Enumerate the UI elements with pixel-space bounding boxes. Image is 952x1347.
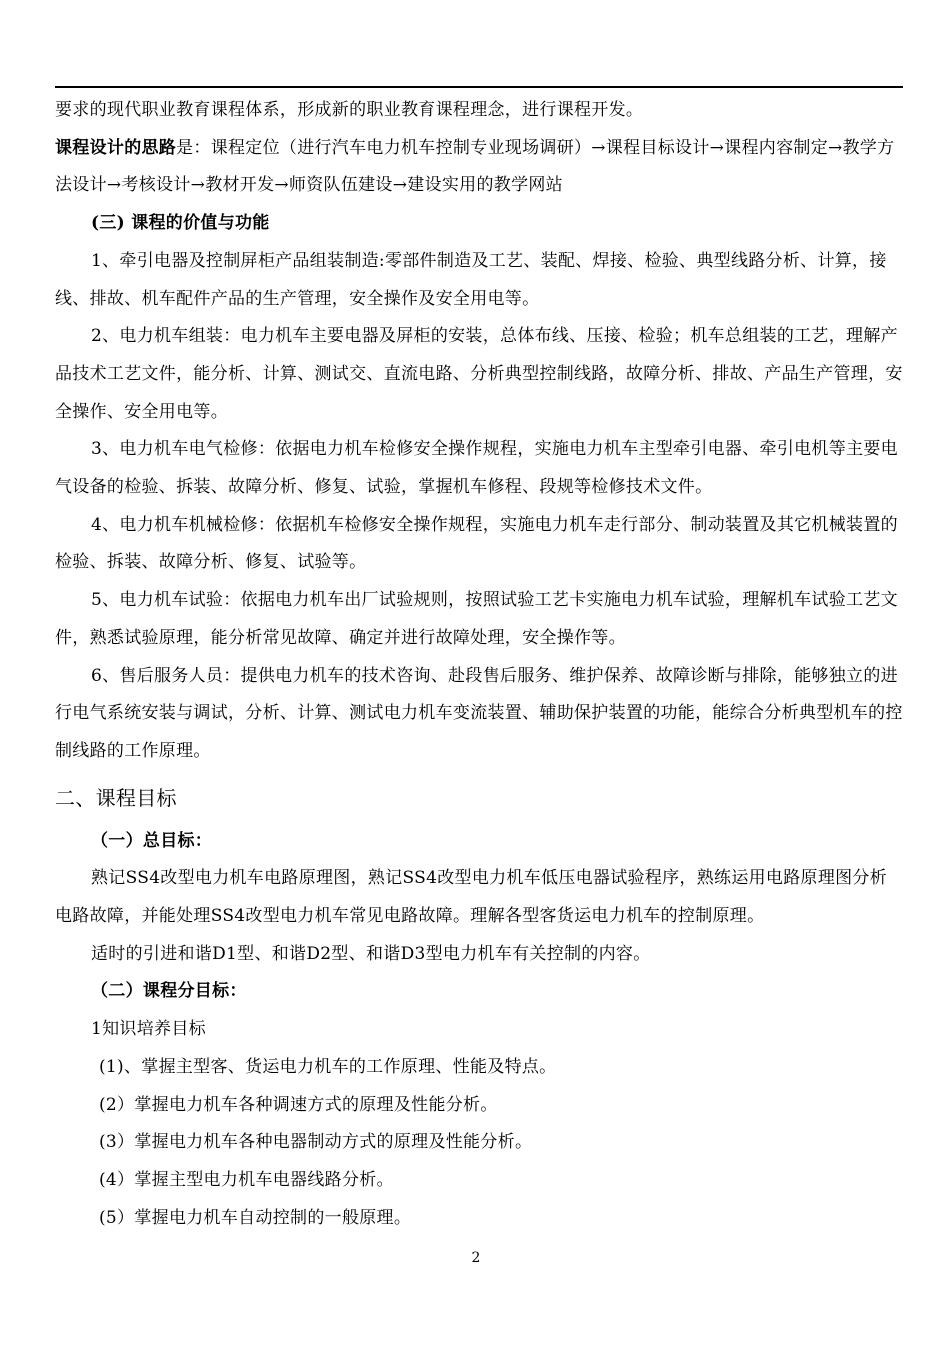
page-content [55, 92, 903, 1237]
chapter-heading: 二、课程目标 [55, 785, 177, 810]
overall-goal-paragraph: 熟记SS4改型电力机车电路原理图，熟记SS4改型电力机车低压电器试验程序，熟练运用电路原理图分析电路故障，并能处理SS4改型电力机车常见电路故障。理解各型客货运电力机车的控制原理。 [55, 868, 888, 927]
value-section-heading: (三) 课程的价值与功能 [91, 213, 270, 234]
value-item: 1、牵引电器及控制屏柜产品组装制造:零部件制造及工艺、装配、焊接、检验、典型线路分析、计算，接线、排故、机车配件产品的生产管理，安全操作及安全用电等。 [55, 250, 887, 309]
design-label: 课程设计的思路 [55, 137, 177, 158]
value-item: 3、电力机车电气检修：依据电力机车检修安全操作规程，实施电力机车主型牵引电器、牵引电机等主要电气设备的检验、拆装、故障分析、修复、试验，掌握机车修程、段规等检修技术文件。 [55, 439, 898, 498]
value-item: 4、电力机车机械检修：依据机车检修安全操作规程，实施电力机车走行部分、制动装置及其它机械装置的检验、拆装、故障分析、修复、试验等。 [55, 514, 898, 573]
overall-goal-heading: （一）总目标： [91, 830, 213, 851]
knowledge-item: (4）掌握主型电力机车电器线路分析。 [99, 1169, 394, 1190]
value-item: 6、售后服务人员：提供电力机车的技术咨询、赴段售后服务、维护保养、故障诊断与排除，能够独立的进行电气系统安装与调试，分析、计算、测试电力机车变流装置、辅助保护装置的功能，能综合分析典型机车的控制线路的工作原理。 [55, 665, 903, 761]
sub-goal-heading: （二）课程分目标： [91, 981, 247, 1002]
page-number: 2 [471, 1250, 481, 1266]
intro-continuation: 要求的现代职业教育课程体系，形成新的职业教育课程理念，进行课程开发。 [55, 100, 644, 120]
design-text: 是：课程定位（进行汽车电力机车控制专业现场调研）→课程目标设计→课程内容制定→教学方法设计→考核设计→教材开发→师资队伍建设→建设实用的教学网站 [55, 137, 895, 196]
overall-goal-paragraph: 适时的引进和谐D1型、和谐D2型、和谐D3型电力机车有关控制的内容。 [91, 943, 651, 964]
knowledge-item: (1)、掌握主型客、货运电力机车的工作原理、性能及特点。 [99, 1056, 557, 1077]
knowledge-item: (5）掌握电力机车自动控制的一般原理。 [99, 1207, 412, 1228]
design-paragraph [55, 130, 903, 205]
knowledge-item: (2）掌握电力机车各种调速方式的原理及性能分析。 [99, 1094, 498, 1115]
value-item: 2、电力机车组装：电力机车主要电器及屏柜的安装，总体布线、压接、检验；机车总组装的工艺，理解产品技术工艺文件，能分析、计算、测试交、直流电路、分析典型控制线路，故障分析、排故、产品生产管理，安全操作、安全用电等。 [55, 326, 903, 422]
value-item: 5、电力机车试验：依据电力机车出厂试验规则，按照试验工艺卡实施电力机车试验，理解机车试验工艺文件，熟悉试验原理，能分析常见故障、确定并进行故障处理，安全操作等。 [55, 590, 898, 648]
knowledge-heading: 1知识培养目标 [91, 1019, 206, 1040]
knowledge-item: (3）掌握电力机车各种电器制动方式的原理及性能分析。 [99, 1132, 533, 1153]
header-rule [55, 86, 903, 88]
